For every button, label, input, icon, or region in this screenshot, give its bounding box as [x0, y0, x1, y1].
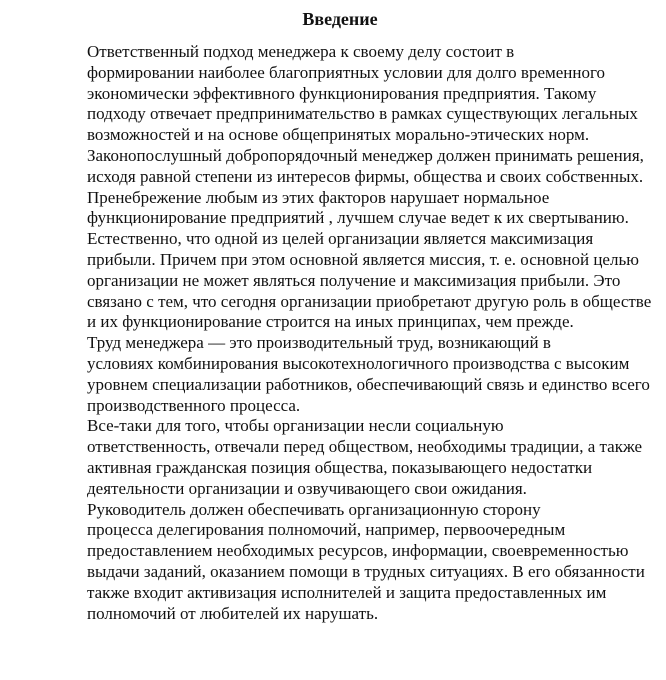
- paragraph-2: [35, 229, 663, 333]
- text-line: подходу отвечает предпринимательство в рамках существующих легальных: [87, 104, 638, 124]
- text-line: формировании наиболее благоприятных условии для долго временного: [87, 62, 606, 82]
- text-line: Законопослушный добропорядочный менеджер должен принимать решения,: [87, 145, 644, 165]
- text-line: прибыли. Причем при этом основной является миссия, т. е. основной целью: [87, 249, 639, 269]
- text-line: Ответственный подход менеджера к своему делу состоит в: [87, 42, 515, 61]
- paragraph-4: [35, 416, 663, 499]
- text-line: также входит активизация исполнителей и защита предоставленных им: [87, 582, 607, 602]
- text-line: полномочий от любителей их нарушать.: [87, 603, 379, 623]
- document-title: Введение: [302, 9, 378, 29]
- text-line: деятельности организации и озвучивающего свои ожидания.: [87, 478, 527, 498]
- paragraph-3: [35, 333, 663, 416]
- text-line: выдачи заданий, оказанием помощи в трудных ситуациях. В его обязанности: [87, 561, 645, 581]
- text-line: Руководитель должен обеспечивать организационную сторону: [87, 499, 541, 519]
- text-line: условиях комбинирования высокотехнологичного производства с высоким: [87, 353, 630, 373]
- text-line: экономически эффективного функционирования предприятия. Такому: [87, 83, 597, 103]
- text-line: функционирование предприятий , лучшем случае ведет к их свертыванию.: [87, 208, 629, 228]
- text-line: производственного процесса.: [87, 395, 301, 415]
- text-line: процесса делегирования полномочий, например, первоочередным: [87, 520, 566, 540]
- text-line: активная гражданская позиция общества, показывающего недостатки: [87, 457, 593, 477]
- paragraph-5: [35, 500, 663, 625]
- paragraph-1: [35, 42, 663, 229]
- text-line: организации не может являться получение и максимизация прибыли. Это: [87, 270, 621, 290]
- text-line: исходя равной степени из интересов фирмы, общества и своих собственных.: [87, 166, 644, 186]
- text-line: Естественно, что одной из целей организации является максимизация: [87, 229, 594, 249]
- text-line: Труд менеджера — это производительный труд, возникающий в: [87, 333, 551, 353]
- text-line: ответственность, отвечали перед обществом, необходимы традиции, а также: [87, 437, 643, 457]
- text-line: возможностей и на основе общепринятых морально-этических норм.: [87, 125, 590, 145]
- text-line: уровнем специализации работников, обеспечивающий связь и единство всего: [87, 374, 650, 394]
- text-line: и их функционирование строится на иных принципах, чем прежде.: [87, 312, 574, 332]
- text-line: предоставлением необходимых ресурсов, информации, своевременностью: [87, 541, 629, 561]
- text-line: Все-таки для того, чтобы организации несли социальную: [87, 416, 504, 436]
- text-line: связано с тем, что сегодня организации приобретают другую роль в обществе: [87, 291, 652, 311]
- text-line: Пренебрежение любым из этих факторов нарушает нормальное: [87, 187, 550, 207]
- document-page: [35, 8, 663, 624]
